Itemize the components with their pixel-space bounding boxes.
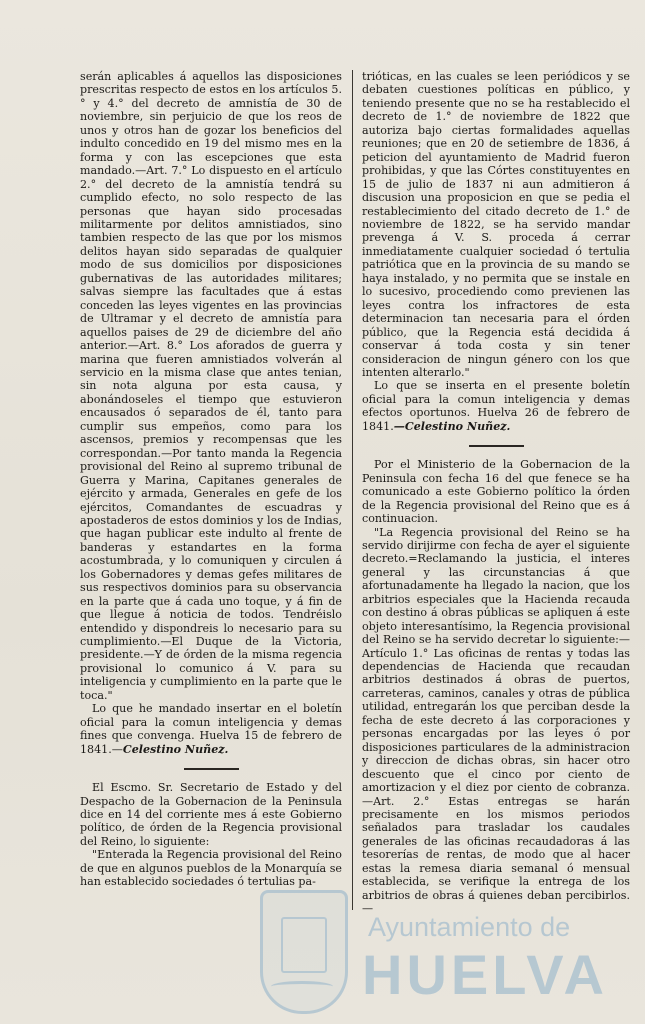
watermark-line1: Ayuntamiento de (368, 912, 571, 942)
paragraph: Lo que he mandado insertar en el boletín oficial para la comun inteligencia y demas fines que convenga. Huelva 15 de febrero de 1841.—Celestino Nuñez. (80, 702, 342, 756)
watermark-line2: HUELVA (362, 943, 608, 1006)
paragraph: "La Regencia provisional del Reino se ha servido dirijirme con fecha de ayer el siguiente decreto.=Reclamando la justicia, el interes general y las circunstancias á que afortunadamente ha llegado la nacion, que los arbitrios especiales que la Hacienda recauda con destino á obras públicas se apliquen á este objeto interesantísimo, la Regencia provisional del Reino se ha servido decretar lo siguiente:—Artículo 1.° Las oficinas de rentas y todas las dependencias de Hacienda que recaudan arbitrios destinados á obras de puertos, carreteras, caminos, canales y otras de pública utilidad, entregarán los que perciban desde la fecha de este decreto á las corporaciones y personas encargadas por las leyes ó por disposiciones particulares de la administracion y direccion de dichas obras, sin hacer otro descuento que el cinco por ciento de amortizacion y el diez por ciento de cobranza.—Art. 2.° Estas entregas se harán precisamente en los mismos periodos señalados para trasladar los caudales generales de las oficinas recaudadoras á las tesorerías de rentas, de modo que al hacer estas la remesa diaria semanal ó mensual establecida, se verifique la entrega de los arbitrios de obras á quienes deban percibirlos.— (362, 525, 630, 916)
column-rule (352, 70, 353, 910)
paragraph: Lo que se inserta en el presente boletín oficial para la comun inteligencia y demas efectos oportunos. Huelva 26 de febrero de 1841.—Celestino Nuñez. (362, 379, 630, 433)
paragraph: "Enterada la Regencia provisional del Reino de que en algunos pueblos de la Monarquía se han establecido sociedades ó tertulias pa- (80, 848, 342, 889)
paragraph: trióticas, en las cuales se leen periódicos y se debaten cuestiones políticas en público, y teniendo presente que no se ha restablecido el decreto de 1.° de noviembre de 1822 que autoriza bajo ciertas formalidades aquellas reuniones; que en 20 de setiembre de 1836, á peticion del ayuntamiento de Madrid fueron prohibidas, y que las Córtes constituyentes en 15 de julio de 1837 ni aun admitieron á discusion una proposicion en que se pedia el restablecimiento del citado decreto de 1.° de noviembre de 1822, se ha servido mandar prevenga á V. S. proceda á cerrar inmediatamente cualquier sociedad ó tertulia patriótica que en la provincia de su mando se haya instalado, y no permita que se instale en lo sucesivo, procediendo como previenen las leyes contra los infractores de esta determinacion tan necesaria para el órden público, que la Regencia está decidida á conservar á toda costa y sin tener consideracion de ningun género con los que intenten alterarlo." (362, 70, 630, 379)
section-divider (184, 768, 239, 770)
signature: —Celestino Nuñez. (393, 419, 511, 433)
paragraph: serán aplicables á aquellos las disposiciones prescritas respecto de estos en los artículos 5.° y 4.° del decreto de amnistía de 30 de noviembre, sin perjuicio de que los reos de unos y otros han de gozar los beneficios del indulto concedido en 19 del mismo mes en la forma y con las escepciones que esta mandado.—Art. 7.° Lo dispuesto en el artículo 2.° del decreto de la amnistía tendrá su cumplido efecto, no solo respecto de las personas que hayan sido procesadas militarmente por delitos amnistiados, sino tambien respecto de las que por los mismos delitos hayan sido separadas de qualquier modo de sus domicilios por disposiciones gubernativas de las autoridades militares; salvas siempre las facultades que á estas conceden las leyes vigentes en las provincias de Ultramar y el decreto de amnistía para aquellos paises de 29 de diciembre del año anterior.—Art. 8.° Los aforados de guerra y marina que fueren amnistiados volverán al servicio en la misma clase que antes tenian, sin nota alguna por esta causa, y abonándoseles el tiempo que estuvieron encausados ó separados de él, tanto para cumplir sus empeños, como para los ascensos, premios y recompensas que les correspondan.—Por tanto manda la Regencia provisional del Reino al supremo tribunal de Guerra y Marina, Capitanes generales de ejército y armada, Generales en gefe de los ejércitos, Comandantes de escuadras y apostaderos de estos dominios y los de Indias, que hagan publicar este indulto al frente de banderas y estandartes en la forma acostumbrada, y lo comuniquen y circulen á los Gobernadores y demas gefes militares de sus respectivos dominios para su observancia en la parte que á cada uno toque, y á fin de que llegue á noticia de todos. Tendréislo entendido y dispondreis lo necesario para su cumplimiento.—El Duque de la Victoria, presidente.—Y de órden de la misma regencia provisional lo comunico á V. para su inteligencia y cumplimiento en la parte que le toca." (80, 70, 342, 702)
paragraph: El Escmo. Sr. Secretario de Estado y del Despacho de la Gobernacion de la Peninsula dice en 14 del corriente mes á este Gobierno político, de órden de la Regencia provisional del Reino, lo siguiente: (80, 781, 342, 848)
paragraph: Por el Ministerio de la Gobernacion de la Peninsula con fecha 16 del que fenece se ha comunicado a este Gobierno político la órden de la Regencia provisional del Reino que es á continuacion. (362, 458, 630, 526)
right-column (362, 70, 630, 916)
left-column (80, 70, 342, 889)
section-divider (469, 445, 524, 447)
signature: Celestino Nuñez. (122, 742, 229, 756)
coat-of-arms-icon (260, 890, 348, 1014)
